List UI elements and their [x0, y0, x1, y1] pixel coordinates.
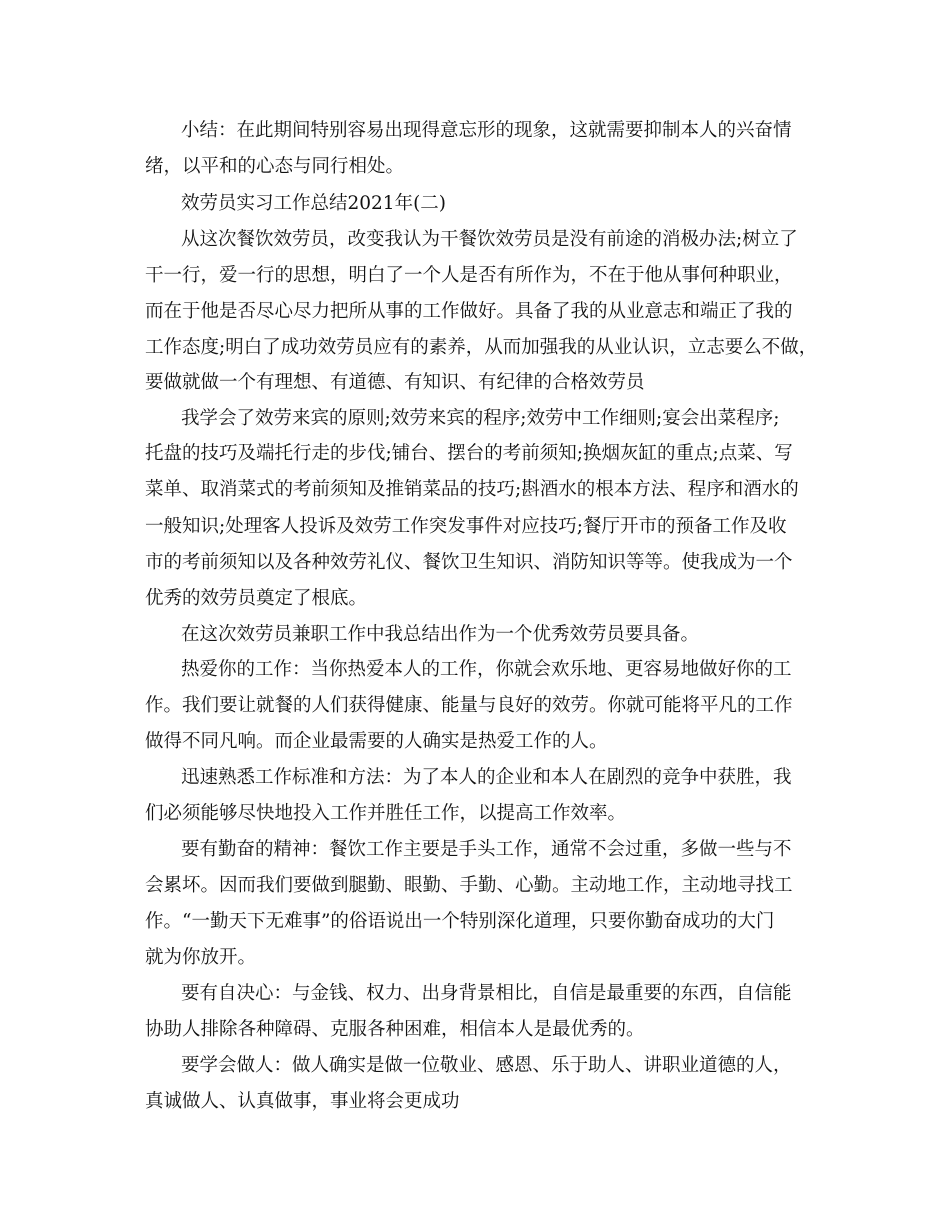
text-line: 作。我们要让就餐的人们获得健康、能量与良好的效劳。你就可能将平凡的工作 — [145, 695, 793, 716]
text-line: 要有自决心：与金钱、权力、出身背景相比，自信是最重要的东西，自信能 — [181, 983, 792, 1004]
text-line: 就为你放开。 — [145, 947, 257, 968]
text-line: 我学会了效劳来宾的原则;效劳来宾的程序;效劳中工作细则;宴会出菜程序; — [181, 408, 780, 429]
text-line: 迅速熟悉工作标准和方法：为了本人的企业和本人在剧烈的竞争中获胜，我 — [181, 767, 792, 788]
text-line: 托盘的技巧及端托行走的步伐;铺台、摆台的考前须知;换烟灰缸的重点;点菜、写 — [145, 443, 793, 464]
text-line: 做得不同凡响。而企业最需要的人确实是热爱工作的人。 — [145, 731, 608, 752]
text-line: 干一行，爱一行的思想，明白了一个人是否有所作为，不在于他从事何种职业， — [145, 265, 793, 286]
text-line: 工作态度;明白了成功效劳员应有的素养，从而加强我的从业认识，立志要么不做， — [145, 337, 818, 358]
text-line: 而在于他是否尽心尽力把所从事的工作做好。具备了我的从业意志和端正了我的 — [145, 301, 793, 322]
text-line: 市的考前须知以及各种效劳礼仪、餐饮卫生知识、消防知识等等。使我成为一个 — [145, 552, 793, 573]
text-line: 小结：在此期间特别容易出现得意忘形的现象，这就需要抑制本人的兴奋情 — [181, 120, 792, 141]
text-line: 会累坏。因而我们要做到腿勤、眼勤、手勤、心勤。主动地工作，主动地寻找工 — [145, 875, 793, 896]
text-line: 们必须能够尽快地投入工作并胜任工作，以提高工作效率。 — [145, 803, 627, 824]
text-line: 热爱你的工作：当你热爱本人的工作，你就会欢乐地、更容易地做好你的工 — [181, 659, 792, 680]
section-heading: 效劳员实习工作总结2021年(二) — [181, 193, 447, 214]
text-line: 协助人排除各种障碍、克服各种困难，相信本人是最优秀的。 — [145, 1019, 645, 1040]
text-line: 菜单、取消菜式的考前须知及推销菜品的技巧;斟酒水的根本方法、程序和酒水的 — [145, 479, 799, 500]
text-line: 要有勤奋的精神：餐饮工作主要是手头工作，通常不会过重，多做一些与不 — [181, 839, 792, 860]
text-line: 真诚做人、认真做事，事业将会更成功 — [145, 1091, 460, 1112]
text-line: 要学会做人：做人确实是做一位敬业、感恩、乐于助人、讲职业道德的人， — [181, 1055, 792, 1076]
text-line: 从这次餐饮效劳员，改变我认为干餐饮效劳员是没有前途的消极办法;树立了 — [181, 229, 798, 250]
text-line: 一般知识;处理客人投诉及效劳工作突发事件对应技巧;餐厅开市的预备工作及收 — [145, 516, 787, 537]
text-line: 要做就做一个有理想、有道德、有知识、有纪律的合格效劳员 — [145, 372, 645, 393]
text-line: 在这次效劳员兼职工作中我总结出作为一个优秀效劳员要具备。 — [181, 624, 700, 645]
text-line: 绪，以平和的心态与同行相处。 — [145, 156, 405, 177]
text-line: 优秀的效劳员奠定了根底。 — [145, 588, 368, 609]
text-line: 作。“一勤天下无难事”的俗语说出一个特别深化道理，只要你勤奋成功的大门 — [145, 911, 775, 932]
